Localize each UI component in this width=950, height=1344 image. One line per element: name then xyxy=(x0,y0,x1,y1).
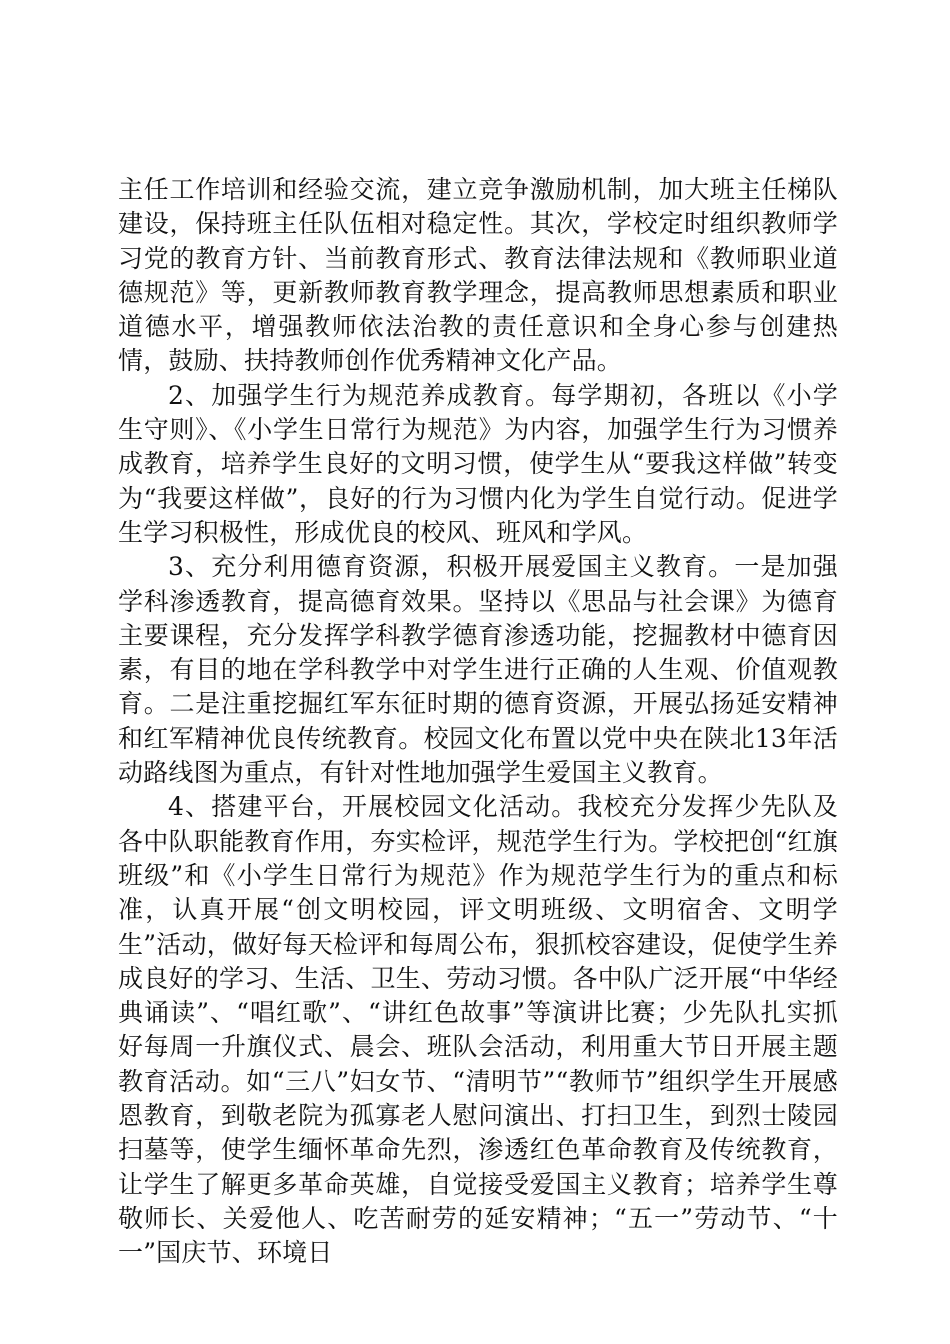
paragraph-continuation: 主任工作培训和经验交流，建立竞争激励机制，加大班主任梯队建设，保持班主任队伍相对稳定性。其次，学校定时组织教师学习党的教育方针、当前教育形式、教育法律法规和《教师职业道德规范》等，更新教师教育教学理念，提高教师思想素质和职业道德水平，增强教师依法治教的责任意识和全身心参与创建热情，鼓励、扶持教师创作优秀精神文化产品。 xyxy=(118,175,838,376)
body-text xyxy=(118,173,838,1271)
paragraph-3-moral-resources: 3、充分利用德育资源，积极开展爱国主义教育。一是加强学科渗透教育，提高德育效果。坚持以《思品与社会课》为德育主要课程，充分发挥学科教学德育渗透功能，挖掘教材中德育因素，有目的地在学科教学中对学生进行正确的人生观、价值观教育。二是注重挖掘红军东征时期的德育资源，开展弘扬延安精神和红军精神优良传统教育。校园文化布置以党中央在陕北13年活动路线图为重点，有针对性地加强学生爱国主义教育。 xyxy=(118,552,838,788)
paragraph-4-campus-culture: 4、搭建平台，开展校园文化活动。我校充分发挥少先队及各中队职能教育作用，夯实检评，规范学生行为。学校把创“红旗班级”和《小学生日常行为规范》作为规范学生行为的重点和标准，认真开展“创文明校园，评文明班级、文明宿舍、文明学生”活动，做好每天检评和每周公布，狠抓校容建设，促使学生养成良好的学习、生活、卫生、劳动习惯。各中队广泛开展“中华经典诵读”、“唱红歌”、“讲红色故事”等演讲比赛；少先队扎实抓好每周一升旗仪式、晨会、班队会活动，利用重大节日开展主题教育活动。如“三八”妇女节、“清明节”“教师节”组织学生开展感恩教育，到敬老院为孤寡老人慰问演出、打扫卫生，到烈士陵园扫墓等，使学生缅怀革命先烈，渗透红色革命教育及传统教育，让学生了解更多革命英雄，自觉接受爱国主义教育；培养学生尊敬师长、关爱他人、吃苦耐劳的延安精神；“五一”劳动节、“十一”国庆节、环境日 xyxy=(118,792,838,1268)
paragraph-2-behavior-norms: 2、加强学生行为规范养成教育。每学期初，各班以《小学生守则》、《小学生日常行为规范》为内容，加强学生行为习惯养成教育，培养学生良好的文明习惯，使学生从“要我这样做”转变为“我要这样做”，良好的行为习惯内化为学生自觉行动。促进学生学习积极性，形成优良的校风、班风和学风。 xyxy=(118,380,838,547)
